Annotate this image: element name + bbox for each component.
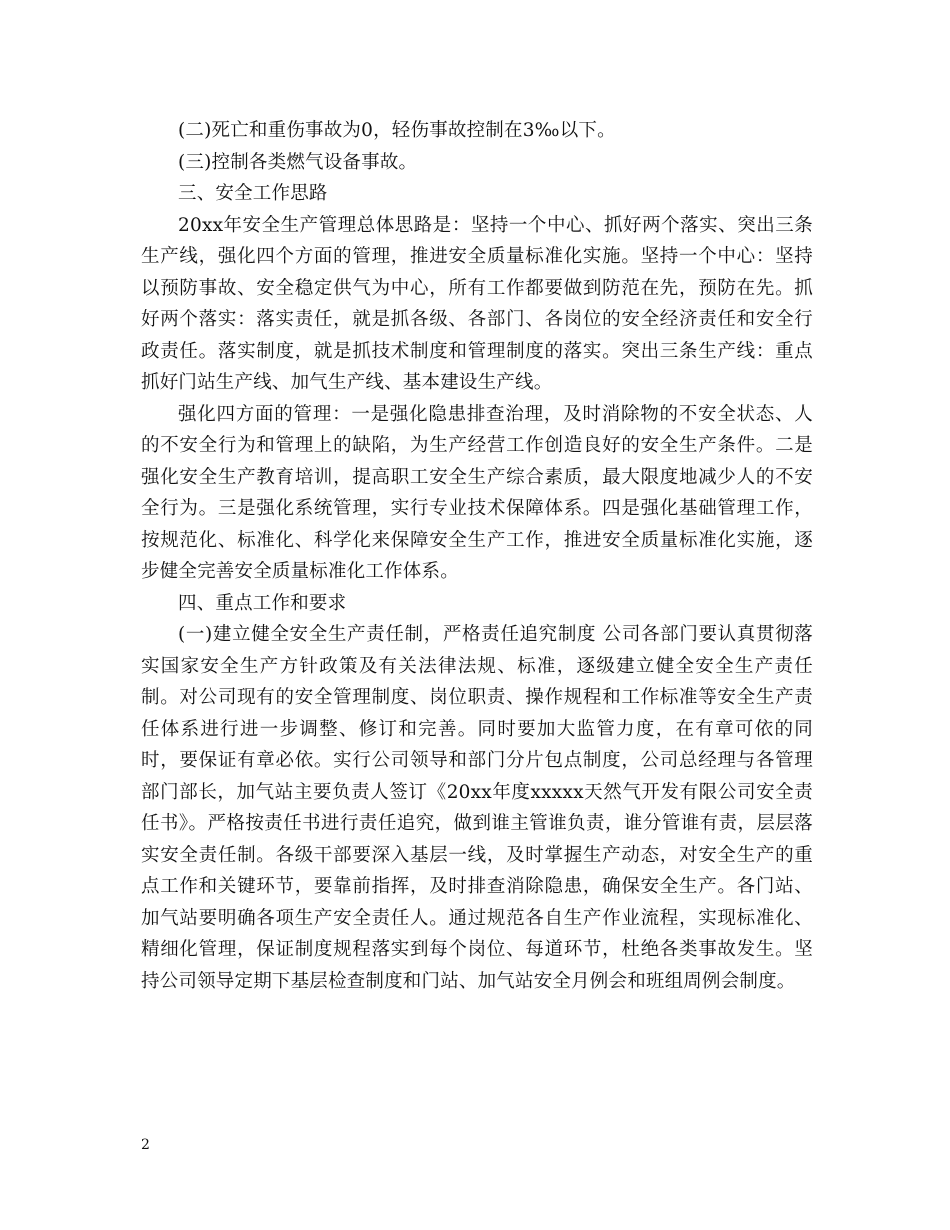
section-heading-key-work: 四、重点工作和要求 [178, 592, 347, 614]
paragraph-gas-equipment-target: (三)控制各类燃气设备事故。 [178, 151, 418, 173]
page-number: 2 [141, 1137, 150, 1153]
document-body [141, 115, 813, 997]
paragraph-responsibility-system: (一)建立健全安全生产责任制，严格责任追究制度 公司各部门要认真贯彻落实国家安全生产方针政策及有关法律法规、标准，逐级建立健全安全生产责任制。对公司现有的安全管理制度、岗位职责、操作规程和工作标准等安全生产责任体系进行进一步调整、修订和完善。同时要加大监管力度，在有章可依的同时，要保证有章必依。实行公司领导和部门分片包点制度，公司总经理与各管理部门部长，加气站主要负责人签订《20xx年度xxxxx天然气开发有限公司安全责任书》。严格按责任书进行责任追究，做到谁主管谁负责，谁分管谁有责，层层落实安全责任制。各级干部要深入基层一线，及时掌握生产动态，对安全生产的重点工作和关键环节，要靠前指挥，及时排查消除隐患，确保安全生产。各门站、加气站要明确各项生产安全责任人。通过规范各自生产作业流程，实现标准化、精细化管理，保证制度规程落实到每个岗位、每道环节，杜绝各类事故发生。坚持公司领导定期下基层检查制度和门站、加气站安全月例会和班组周例会制度。 [141, 624, 813, 992]
paragraph-four-aspects: 强化四方面的管理：一是强化隐患排查治理，及时消除物的不安全状态、人的不安全行为和管理上的缺陷，为生产经营工作创造良好的安全生产条件。二是强化安全生产教育培训，提高职工安全生产综合素质，最大限度地减少人的不安全行为。三是强化系统管理，实行专业技术保障体系。四是强化基础管理工作，按规范化、标准化、科学化来保障安全生产工作，推进安全质量标准化实施，逐步健全完善安全质量标准化工作体系。 [141, 403, 813, 582]
section-heading-safety-approach: 三、安全工作思路 [178, 183, 328, 204]
paragraph-overall-approach: 20xx年安全生产管理总体思路是：坚持一个中心、抓好两个落实、突出三条生产线，强化四个方面的管理，推进安全质量标准化实施。坚持一个中心：坚持以预防事故、安全稳定供气为中心，所有工作都要做到防范在先，预防在先。抓好两个落实：落实责任，就是抓各级、各部门、各岗位的安全经济责任和安全行政责任。落实制度，就是抓技术制度和管理制度的落实。突出三条生产线：重点抓好门站生产线、加气生产线、基本建设生产线。 [141, 214, 813, 393]
paragraph-fatality-target: (二)死亡和重伤事故为0，轻伤事故控制在3‰以下。 [178, 120, 616, 141]
